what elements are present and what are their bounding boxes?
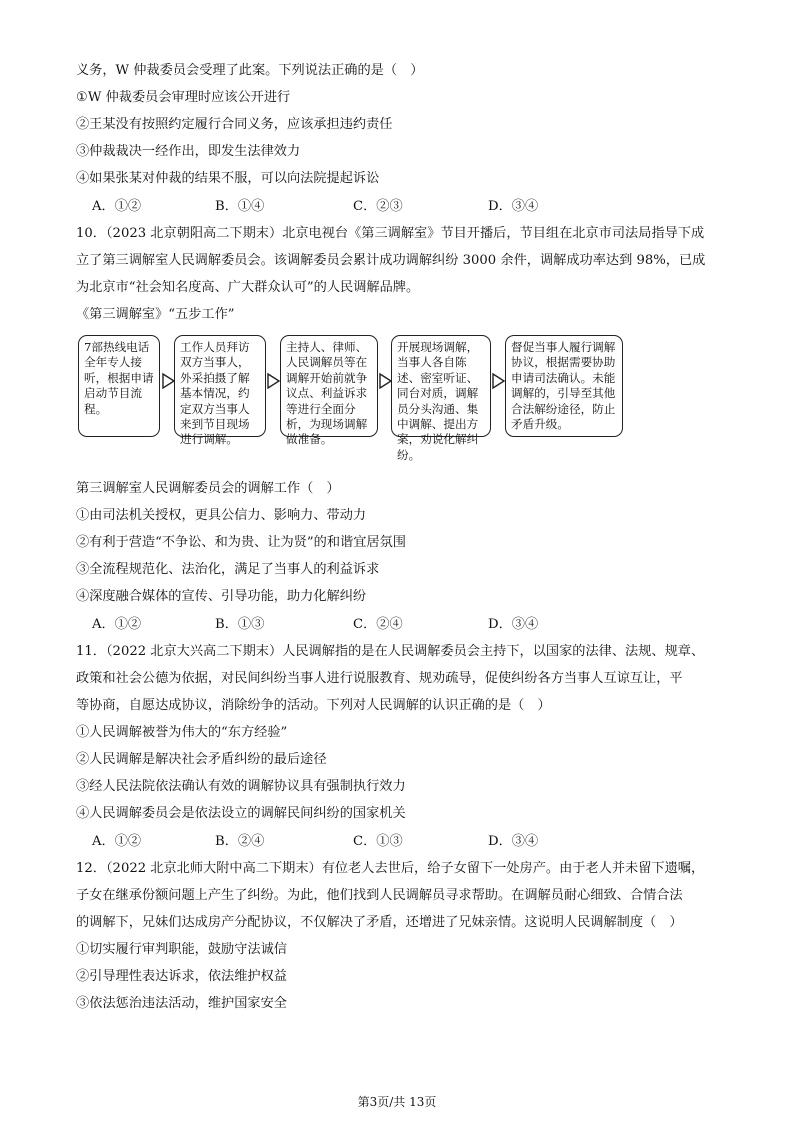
step-box-5: 督促当事人履行调解协议，根据需要协助申请司法确认。未能调解的，引导至其他合法解纷途径，防止矛盾升级。	[505, 335, 623, 437]
q10-stem-line-3: 为北京市“社会知名度高、广大群众认可”的人民调解品牌。	[76, 280, 420, 295]
q9-stem-tail: 义务，W 仲裁委员会受理了此案。下列说法正确的是（ ）	[76, 63, 424, 78]
q10-item-1: ①由司法机关授权，更具公信力、影响力、带动力	[76, 508, 367, 523]
q9-option-b[interactable]: B．①④	[215, 199, 265, 214]
q11-stem-line-2: 政策和社会公德为依据，对民间纠纷当事人进行说服教育、规劝疏导，促使纠纷各方当事人互谅互让，平	[76, 671, 683, 686]
q11-option-a[interactable]: A．①②	[92, 834, 142, 849]
q9-item-1: ①W 仲裁委员会审理时应该公开进行	[76, 90, 291, 105]
q9-item-3: ③仲裁裁决一经作出，即发生法律效力	[76, 144, 301, 159]
q11-option-c[interactable]: C．①③	[353, 834, 403, 849]
q10-option-d[interactable]: D．③④	[488, 617, 539, 632]
q11-option-d[interactable]: D．③④	[488, 834, 539, 849]
q9-option-c[interactable]: C．②③	[353, 199, 403, 214]
q12-item-3: ③依法惩治违法活动，维护国家安全	[76, 996, 287, 1011]
q9-option-a[interactable]: A．①②	[92, 199, 142, 214]
q10-item-3: ③全流程规范化、法治化，满足了当事人的利益诉求	[76, 562, 380, 577]
q11-stem-line-3: 等协商，自愿达成协议，消除纷争的活动。下列对人民调解的认识正确的是（ ）	[76, 698, 551, 713]
q12-stem-line-2: 子女在继承份额问题上产生了纠纷。为此，他们找到人民调解员寻求帮助。在调解员耐心细致、合情合法	[76, 888, 683, 903]
q11-stem-line-1: 11．（2022 北京大兴高二下期末）人民调解指的是在人民调解委员会主持下，以国家的法律、法规、规章、	[76, 644, 705, 659]
q10-item-4: ④深度融合媒体的宣传、引导功能，助力化解纠纷	[76, 589, 367, 604]
q10-option-a[interactable]: A．①②	[92, 617, 142, 632]
q9-item-4: ④如果张某对仲裁的结果不服，可以向法院提起诉讼	[76, 171, 380, 186]
q11-item-4: ④人民调解委员会是依法设立的调解民间纠纷的国家机关	[76, 806, 406, 821]
q11-option-b[interactable]: B．②④	[215, 834, 265, 849]
five-step-flowchart	[78, 335, 638, 462]
q10-stem-line-1: 10．（2023 北京朝阳高二下期末）北京电视台《第三调解室》节目开播后，节目组在北京市司法局指导下成	[76, 226, 705, 241]
step-box-4: 开展现场调解，当事人各自陈述、密室听证、同台对质，调解员分头沟通、集中调解、提出方案，劝说化解纠纷。	[391, 335, 491, 437]
q12-stem-line-1: 12．（2022 北京北师大附中高二下期末）有位老人去世后，给子女留下一处房产。由于老人并未留下遗嘱，	[76, 861, 705, 876]
q10-question: 第三调解室人民调解委员会的调解工作（ ）	[76, 481, 340, 496]
q9-item-2: ②王某没有按照约定履行合同义务，应该承担违约责任	[76, 117, 393, 132]
q10-chart-caption: 《第三调解室》“五步工作”	[76, 307, 235, 322]
page-footer: 第3页/共 13页	[357, 1095, 437, 1109]
step-box-2: 工作人员拜访双方当事人，外采拍摄了解基本情况，约定双方当事人来到节目现场进行调解。	[174, 335, 266, 437]
q11-item-2: ②人民调解是解决社会矛盾纠纷的最后途径	[76, 752, 327, 767]
q10-option-b[interactable]: B．①③	[215, 617, 265, 632]
step-box-1: 7部热线电话全年专人接听，根据申请启动节目流程。	[78, 335, 160, 437]
q11-item-1: ①人民调解被誉为伟大的“东方经验”	[76, 725, 288, 740]
q12-stem-line-3: 的调解下，兄妹们达成房产分配协议，不仅解决了矛盾，还增进了兄妹亲情。这说明人民调解制度（ ）	[76, 915, 683, 930]
q10-option-c[interactable]: C．②④	[353, 617, 403, 632]
q12-item-1: ①切实履行审判职能，鼓励守法诚信	[76, 942, 287, 957]
q11-item-3: ③经人民法院依法确认有效的调解协议具有强制执行效力	[76, 779, 406, 794]
q10-item-2: ②有利于营造“不争讼、和为贵、让为贤”的和谐宜居氛围	[76, 535, 406, 550]
arrow-right-icon	[267, 371, 281, 391]
step-box-3: 主持人、律师、人民调解员等在调解开始前就争议点、利益诉求等进行全面分析，为现场调解做准备。	[280, 335, 378, 437]
q12-item-2: ②引导理性表达诉求，依法维护权益	[76, 969, 287, 984]
arrow-right-icon	[492, 371, 506, 391]
q10-stem-line-2: 立了第三调解室人民调解委员会。该调解委员会累计成功调解纠纷 3000 余件，调解成功率达到 98%，已成	[76, 253, 706, 268]
q9-option-d[interactable]: D．③④	[488, 199, 539, 214]
